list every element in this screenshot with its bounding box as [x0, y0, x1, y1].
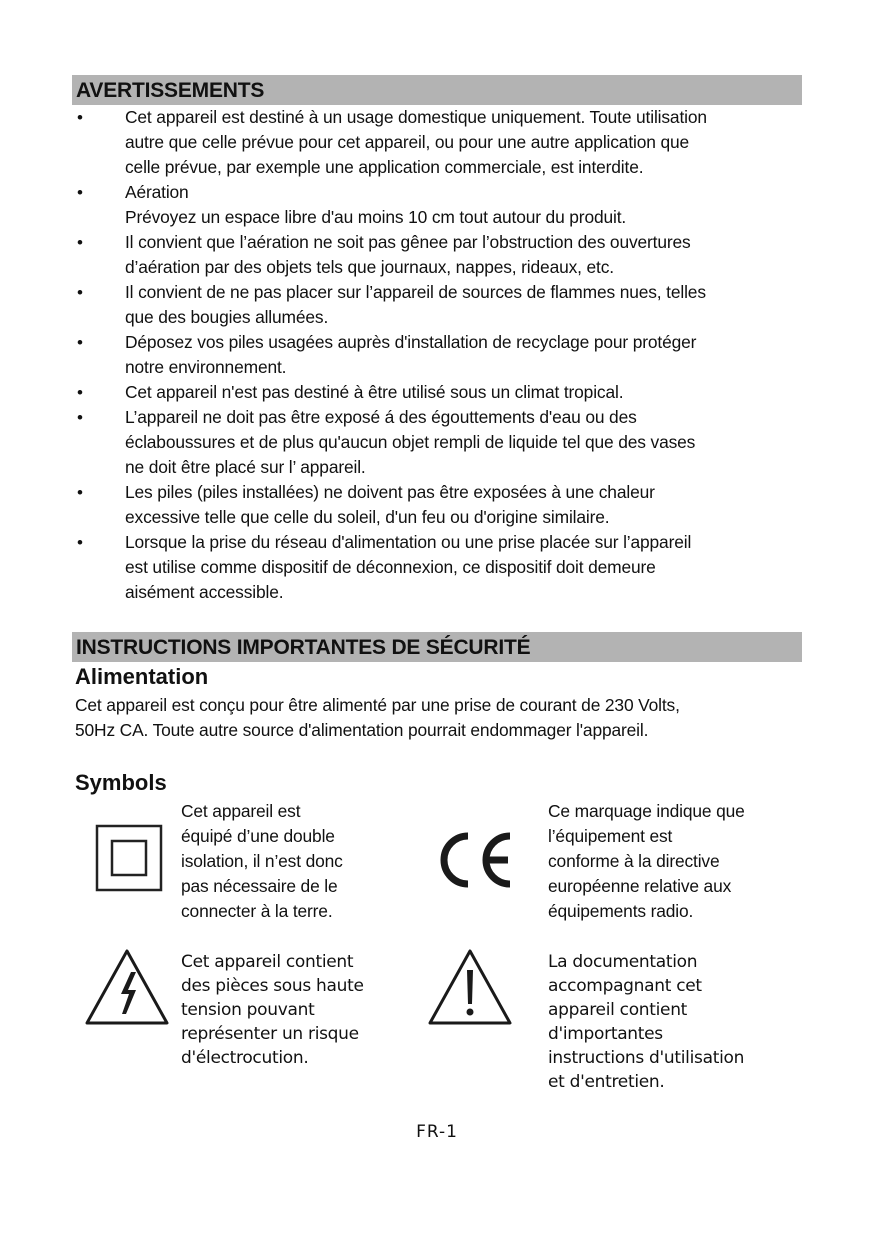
list-item [72, 330, 802, 380]
bullet-icon: • [77, 183, 83, 202]
list-item-text: Les piles (piles installées) ne doivent pas être exposées à une chaleur excessive telle que celle du soleil, d'un feu ou d'origine similaire. [125, 482, 655, 527]
list-item-text: Il convient de ne pas placer sur l’appareil de sources de flammes nues, telles que des bougies allumées. [125, 282, 706, 327]
list-item-text: Cet appareil est destiné à un usage domestique uniquement. Toute utilisation autre que celle prévue pour cet appareil, ou pour une autre application que celle prévue, par exemple une application commerciale, est interdite. [125, 107, 707, 177]
bullet-icon: • [77, 233, 83, 252]
power-text: Cet appareil est conçu pour être alimenté par une prise de courant de 230 Volts, 50Hz CA. Toute autre source d'alimentation pourrait endommager l'appareil. [75, 695, 680, 740]
warnings-list [72, 105, 802, 605]
power-heading: Alimentation [75, 664, 209, 689]
list-item [72, 405, 802, 480]
bullet-icon: • [77, 333, 83, 352]
list-item [72, 230, 802, 280]
list-item-text: L’appareil ne doit pas être exposé á des égouttements d'eau ou des éclaboussures et de plus qu'aucun objet rempli de liquide tel que des vases ne doit être placé sur l’ appareil. [125, 407, 696, 477]
list-item [72, 480, 802, 530]
safety-header: INSTRUCTIONS IMPORTANTES DE SÉCURITÉ [72, 632, 802, 662]
lightning-warning-text: Cet appareil contient des pièces sous haute tension pouvant représenter un risque d'électrocution. [181, 952, 364, 1068]
page-number: FR-1 [416, 1122, 458, 1142]
bullet-icon: • [77, 483, 83, 502]
lightning-warning-icon [84, 948, 170, 1026]
double-insulation-text: Cet appareil est équipé d’une double isolation, il n’est donc pas nécessaire de le connecter à la terre. [181, 801, 343, 921]
bullet-icon: • [77, 383, 83, 402]
bullet-icon: • [77, 283, 83, 302]
ce-mark-icon [434, 830, 514, 890]
list-item [72, 530, 802, 605]
list-item [72, 280, 802, 330]
symbols-heading: Symbols [75, 770, 167, 795]
double-insulation-icon [95, 824, 163, 892]
list-item-text: Lorsque la prise du réseau d'alimentation ou une prise placée sur l’appareil est utilise comme dispositif de déconnexion, ce dispositif doit demeure aisément accessible. [125, 532, 692, 602]
exclamation-warning-icon [427, 948, 513, 1026]
list-item [72, 380, 802, 405]
bullet-icon: • [77, 408, 83, 427]
list-item [72, 105, 802, 180]
list-item [72, 180, 802, 230]
exclamation-warning-text: La documentation accompagnant cet appareil contient d'importantes instructions d'utilisation et d'entretien. [548, 952, 745, 1092]
ce-mark-text: Ce marquage indique que l’équipement est conforme à la directive européenne relative aux équipements radio. [548, 801, 745, 921]
bullet-icon: • [77, 108, 83, 127]
warnings-header: AVERTISSEMENTS [72, 75, 802, 105]
list-item-text: Déposez vos piles usagées auprès d'installation de recyclage pour protéger notre environnement. [125, 332, 697, 377]
list-item-text: Cet appareil n'est pas destiné à être utilisé sous un climat tropical. [125, 382, 624, 402]
list-item-text: Il convient que l’aération ne soit pas gênee par l’obstruction des ouvertures d’aération par des objets tels que journaux, nappes, rideaux, etc. [125, 232, 691, 277]
bullet-icon: • [77, 533, 83, 552]
list-item-text: Aération Prévoyez un espace libre d'au moins 10 cm tout autour du produit. [125, 182, 627, 227]
